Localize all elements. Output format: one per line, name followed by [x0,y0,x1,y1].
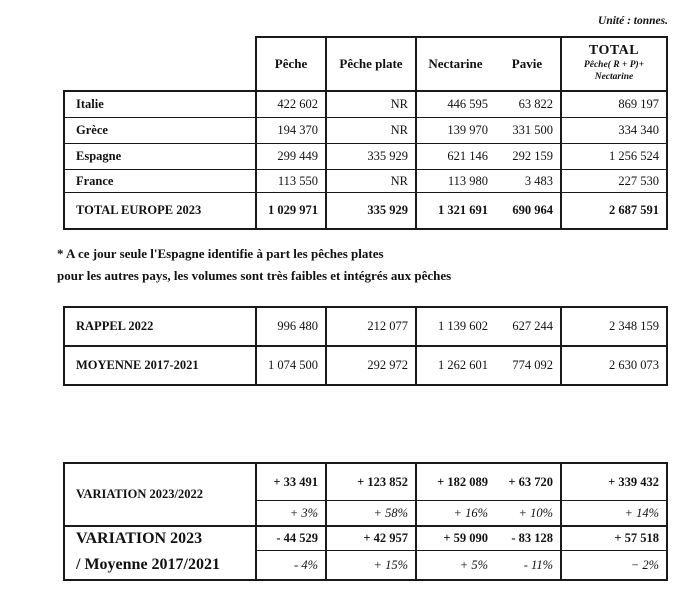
nectarine-cell: 1 262 601 [438,358,488,372]
nectarine-percent-cell: + 5% [459,557,488,572]
variation-values-row [257,527,666,550]
unit-note: Unité : tonnes. [598,15,668,27]
total-cell: 2 348 159 [609,319,659,333]
variation-block-2023-moyenne [65,525,666,579]
peche-cell: + 33 491 [257,464,327,500]
nectarine-percent-cell: + 16% [453,505,488,520]
total-cell: 2 630 073 [609,358,659,372]
peche-percent-cell: + 3% [257,501,327,525]
row-label-cell: Italie [65,92,257,117]
total-percent-cell: − 2% [630,557,659,572]
peche-cell: 996 480 [257,308,327,345]
column-header-nectarine-pavie [417,38,562,90]
pavie-cell: 3 483 [495,170,562,192]
peche-plate-cell: 212 077 [327,308,417,345]
peche-plate-percent-cell: + 58% [327,501,417,525]
total-cell: 334 340 [618,123,659,137]
peche-plate-cell: + 42 957 [327,527,417,550]
nectarine-cell: 446 595 [447,97,488,111]
pavie-cell: 627 244 [495,308,562,345]
row-label-cell: Espagne [65,144,257,169]
nectarine-cell: 621 146 [447,149,488,163]
peche-plate-cell: 335 929 [327,144,417,169]
pavie-cell: + 63 720 [495,464,562,500]
column-header-total [562,38,666,90]
nectarine-cell: + 59 090 [443,531,488,545]
variation-values [257,464,666,525]
row-label-cell: Grèce [65,118,257,143]
row-label-cell: MOYENNE 2017-2021 [65,347,257,384]
peche-cell: 1 029 971 [257,193,327,228]
pavie-cell: 331 500 [495,118,562,143]
pavie-cell: 292 159 [495,144,562,169]
peche-cell: 422 602 [257,92,327,117]
row-label-cell: TOTAL EUROPE 2023 [65,193,257,228]
peche-percent-cell: - 4% [257,551,327,579]
row-label-line-2: / Moyenne 2017/2021 [76,555,220,573]
row-label-line-1: VARIATION 2023 [76,529,203,547]
variation-table [63,462,668,581]
pavie-cell: 63 822 [495,92,562,117]
pavie-cell: - 83 128 [495,527,562,550]
footnote-line-1: * A ce jour seule l'Espagne identifie à part les pêches plates [57,246,384,261]
nectarine-cell: 1 321 691 [438,203,488,217]
row-label-cell: RAPPEL 2022 [65,308,257,345]
total-cell: 1 256 524 [609,149,659,163]
table-row-espagne [65,143,666,169]
nectarine-cell: 113 980 [447,173,488,188]
pavie-percent-cell: + 10% [495,501,562,525]
nectarine-cell: 139 970 [447,123,488,137]
main-table [63,90,668,230]
column-header-peche-plate: Pêche plate [327,38,417,90]
footnote-line-2: pour les autres pays, les volumes sont très faibles et intégrés aux pêches [57,268,452,283]
peche-plate-cell: 335 929 [327,193,417,228]
column-header-nectarine: Nectarine [428,56,483,71]
total-cell: + 57 518 [614,531,659,545]
total-header-subtitle-1: Pêche( R + P)+ [583,60,645,70]
peche-plate-cell: NR [327,92,417,117]
table-row-italie [65,92,666,117]
total-header-subtitle-2: Nectarine [594,72,634,83]
total-cell: 227 530 [618,173,659,188]
column-header-peche: Pêche [257,38,327,90]
peche-cell: 299 449 [257,144,327,169]
pavie-percent-cell: - 11% [495,551,562,579]
table-row-grece [65,117,666,143]
table-row-moyenne-2017-2021 [65,345,666,384]
variation-percent-row [257,550,666,579]
peche-cell: - 44 529 [257,527,327,550]
pavie-cell: 774 092 [495,347,562,384]
peche-plate-cell: NR [327,118,417,143]
variation-values-row [257,464,666,500]
row-label-cell: France [65,170,257,192]
total-percent-cell: + 14% [624,505,659,520]
main-table-header [255,36,668,90]
row-label-cell: VARIATION 2023/2022 [65,464,257,525]
nectarine-cell: + 182 089 [437,474,488,489]
total-cell: + 339 432 [608,474,659,489]
peche-cell: 1 074 500 [257,347,327,384]
variation-values [257,527,666,579]
peche-cell: 194 370 [257,118,327,143]
table-row-total-europe [65,192,666,228]
total-cell: 2 687 591 [609,203,659,217]
row-label-cell [65,527,257,579]
peche-cell: 113 550 [257,170,327,192]
table-row-rappel-2022 [65,308,666,345]
table-row-france [65,169,666,192]
total-cell: 869 197 [618,97,659,111]
variation-percent-row [257,500,666,525]
footnote [57,243,451,287]
peche-plate-cell: + 123 852 [327,464,417,500]
column-header-pavie: Pavie [511,56,543,71]
pavie-cell: 690 964 [495,193,562,228]
variation-block-2023-2022 [65,464,666,525]
recall-table [63,306,668,386]
peche-plate-cell: NR [327,170,417,192]
total-header-title: TOTAL [588,43,640,59]
peche-plate-cell: 292 972 [327,347,417,384]
nectarine-cell: 1 139 602 [438,319,488,333]
peche-plate-percent-cell: + 15% [327,551,417,579]
